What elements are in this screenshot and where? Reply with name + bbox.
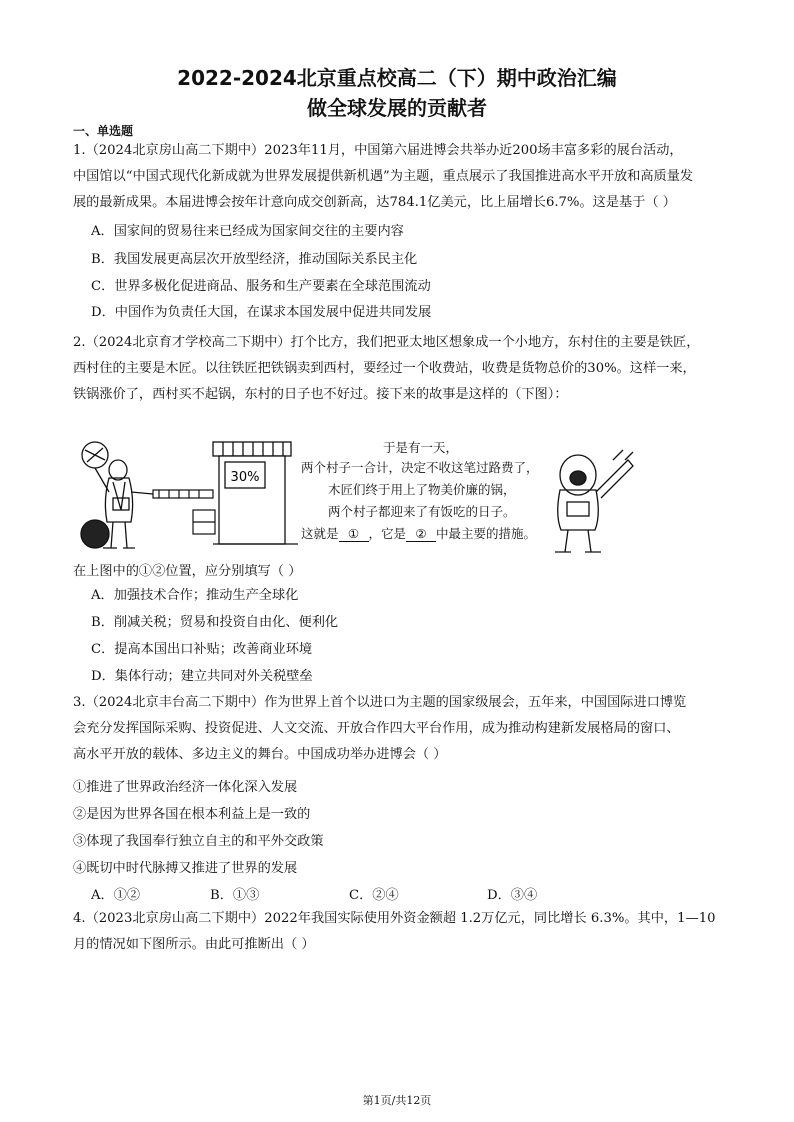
cartoon-illustration — [73, 430, 653, 560]
cartoon-caption-3: 木匠们终于用上了物美价廉的锅， — [328, 482, 516, 497]
question-3-option-d: D．③④ — [487, 888, 538, 903]
question-2-option-c: C．提高本国出口补贴；改善商业环境 — [91, 642, 313, 657]
question-2-option-a: A．加强技术合作；推动生产全球化 — [91, 588, 299, 603]
question-1-option-a: A．国家间的贸易往来已经成为国家间交往的主要内容 — [91, 224, 404, 239]
question-3-option-b: B．①③ — [210, 888, 260, 903]
question-2-option-b: B．削减关税；贸易和投资自由化、便利化 — [91, 615, 339, 630]
question-3-line: 高水平开放的载体、多边主义的舞台。中国成功举办进博会（ ） — [73, 747, 447, 762]
caption-text: ，它是 — [368, 526, 407, 541]
section-heading: 一、单选题 — [73, 124, 134, 138]
question-3-option-a: A．①② — [91, 888, 141, 903]
carpenter-figure — [555, 450, 633, 552]
toll-barrier — [153, 490, 215, 534]
question-3-stem — [73, 690, 723, 768]
caption-text: 中最主要的措施。 — [436, 526, 537, 541]
blank-2: ② — [406, 526, 436, 542]
question-2-prompt: 在上图中的①②位置，应分别填写（ ） — [73, 564, 302, 579]
question-4-line: 月的情况如下图所示。由此可推断出（ ） — [73, 937, 315, 952]
question-1-option-d: D．中国作为负责任大国，在谋求本国发展中促进共同发展 — [91, 305, 432, 320]
caption-text: 这就是 — [301, 526, 339, 541]
question-2-line: 西村住的主要是木匠。以往铁匠把铁锅卖到西村，要经过一个收费站，收费是货物总价的30%。这样一来， — [73, 361, 696, 376]
question-3-option-c: C．②④ — [349, 888, 399, 903]
question-1-line: 1.（2024北京房山高二下期中）2023年11月，中国第六届进博会共举办近200场丰富多彩的展台活动， — [73, 143, 683, 158]
question-1-line: 中国馆以“中国式现代化新成就为世界发展提供新机遇”为主题，重点展示了我国推进高水平开放和高质量发 — [73, 169, 694, 184]
question-2-option-d: D．集体行动；建立共同对外关税壁垒 — [91, 669, 313, 684]
cartoon-caption-5 — [301, 524, 536, 542]
cartoon-caption-1: 于是有一天， — [383, 440, 459, 455]
question-3-statement-3: ③体现了我国奉行独立自主的和平外交政策 — [73, 834, 324, 849]
cartoon-caption-4: 两个村子都迎来了有饭吃的日子。 — [328, 504, 516, 519]
blacksmith-figure — [81, 442, 153, 548]
question-3-statement-4: ④既切中时代脉搏又推进了世界的发展 — [73, 861, 298, 876]
page-footer: 第1页/共12页 — [362, 1094, 432, 1107]
document-subtitle: 做全球发展的贡献者 — [307, 96, 487, 120]
question-3-statement-2: ②是因为世界各国在根本利益上是一致的 — [73, 807, 311, 822]
question-3-line: 会充分发挥国际采购、投资促进、人文交流、开放合作四大平台作用，成为推动构建新发展格局的窗口、 — [73, 721, 680, 736]
document-title: 2022-2024北京重点校高二（下）期中政治汇编 — [177, 66, 617, 90]
toll-booth — [213, 442, 298, 544]
question-1-option-c: C．世界多极化促进商品、服务和生产要素在全球范围流动 — [91, 279, 431, 294]
question-4-stem — [73, 906, 723, 958]
blank-1: ① — [339, 526, 369, 542]
question-3-line: 3.（2024北京丰台高二下期中）作为世界上首个以进口为主题的国家级展会，五年来，中国国际进口博览 — [73, 695, 687, 710]
question-2-line: 铁锅涨价了，西村买不起锅，东村的日子也不好过。接下来的故事是这样的（下图）： — [73, 387, 568, 402]
question-4-line: 4.（2023北京房山高二下期中）2022年我国实际使用外资金额超 1.2万亿元，同比增长 6.3%。其中，1—10 — [73, 911, 716, 926]
toll-rate-label: 30% — [230, 470, 260, 485]
question-3-statement-1: ①推进了世界政治经济一体化深入发展 — [73, 780, 298, 795]
question-2-stem — [73, 330, 723, 408]
question-2-line: 2.（2024北京育才学校高二下期中）打个比方，我们把亚太地区想象成一个小地方，东村住的主要是铁匠， — [73, 335, 700, 350]
question-1-line: 展的最新成果。本届进博会按年计意向成交创新高，达784.1亿美元，比上届增长6.7%。这是基于（ ） — [73, 195, 676, 210]
question-1-stem — [73, 138, 723, 216]
question-1-option-b: B．我国发展更高层次开放型经济，推动国际关系民主化 — [91, 252, 418, 267]
cartoon-caption-2: 两个村子一合计，决定不收这笔过路费了， — [301, 460, 539, 475]
